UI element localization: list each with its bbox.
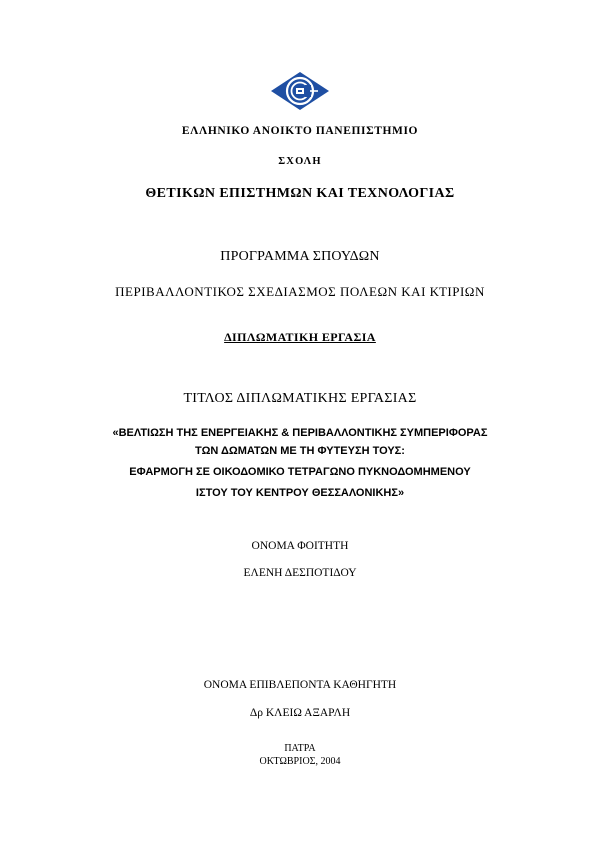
thesis-title-line: ΙΣΤΟΥ ΤΟΥ ΚΕΝΤΡΟΥ ΘΕΣΣΑΛΟΝΙΚΗΣ»: [195, 487, 405, 499]
thesis-title-line: ΤΩΝ ΔΩΜΑΤΩΝ ΜΕ ΤΗ ΦΥΤΕΥΣΗ ΤΟΥΣ:: [195, 445, 405, 457]
supervisor-name: Δρ ΚΛΕΙΩ ΑΞΑΡΛΗ: [249, 707, 351, 719]
document-type: ΔΙΠΛΩΜΑΤΙΚΗ ΕΡΓΑΣΙΑ: [224, 330, 376, 344]
date: ΟΚΤΩΒΡΙΟΣ, 2004: [259, 756, 341, 767]
program-label: ΠΡΟΓΡΑΜΜΑ ΣΠΟΥΔΩΝ: [220, 249, 380, 264]
city: ΠΑΤΡΑ: [284, 743, 316, 754]
university-name: ΕΛΛΗΝΙΚΟ ΑΝΟΙΚΤΟ ΠΑΝΕΠΙΣΤΗΜΙΟ: [181, 125, 419, 137]
university-logo-icon: [270, 71, 330, 111]
program-name: ΠΕΡΙΒΑΛΛΟΝΤΙΚΟΣ ΣΧΕΔΙΑΣΜΟΣ ΠΟΛΕΩΝ ΚΑΙ ΚΤΙΡΙΩΝ: [115, 284, 485, 299]
faculty-name: ΘΕΤΙΚΩΝ ΕΠΙΣΤΗΜΩΝ ΚΑΙ ΤΕΧΝΟΛΟΓΙΑΣ: [145, 186, 455, 201]
school-label: ΣΧΟΛΗ: [278, 156, 322, 167]
supervisor-label: ΟΝΟΜΑ ΕΠΙΒΛΕΠΟΝΤΑ ΚΑΘΗΓΗΤΗ: [203, 679, 397, 691]
thesis-title-heading: ΤΙΤΛΟΣ ΔΙΠΛΩΜΑΤΙΚΗΣ ΕΡΓΑΣΙΑΣ: [183, 391, 417, 406]
student-label: ΟΝΟΜΑ ΦΟΙΤΗΤΗ: [251, 540, 349, 552]
thesis-title-line: ΕΦΑΡΜΟΓΗ ΣΕ ΟΙΚΟΔΟΜΙΚΟ ΤΕΤΡΑΓΩΝΟ ΠΥΚΝΟΔΟΜΗΜΕΝΟΥ: [129, 466, 471, 478]
student-name: ΕΛΕΝΗ ΔΕΣΠΟΤΙΔΟΥ: [243, 567, 357, 579]
thesis-title-line: «ΒΕΛΤΙΩΣΗ ΤΗΣ ΕΝΕΡΓΕΙΑΚΗΣ & ΠΕΡΙΒΑΛΛΟΝΤΙΚΗΣ ΣΥΜΠΕΡΙΦΟΡΑΣ: [112, 427, 488, 439]
